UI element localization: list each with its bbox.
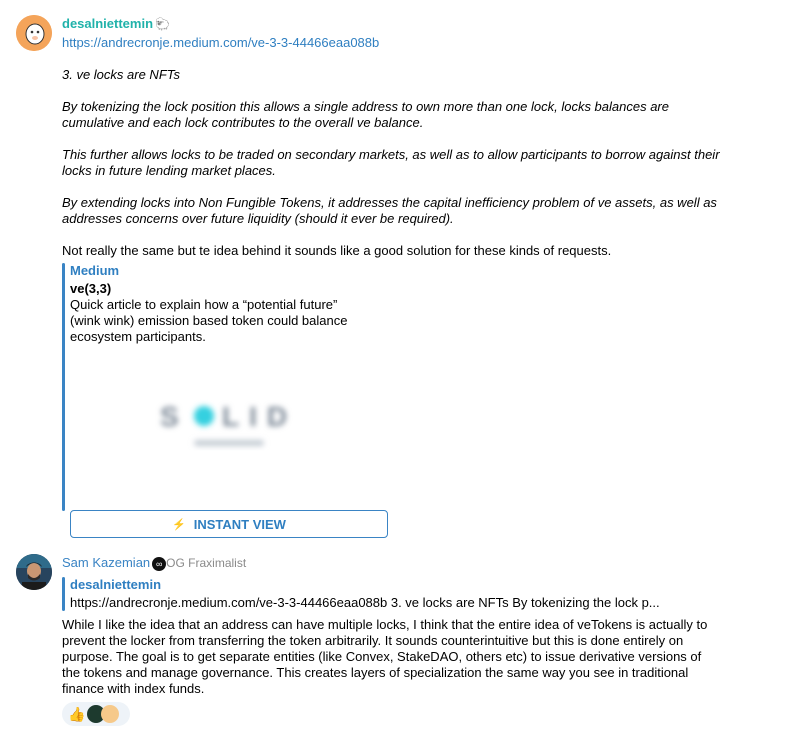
message-link[interactable]: https://andrecronje.medium.com/ve-3-3-44466eaa088b: [62, 35, 380, 50]
thumbs-up-icon: 👍: [68, 705, 86, 722]
lightning-icon: ⚡: [172, 518, 186, 531]
instant-view-button[interactable]: [70, 510, 388, 538]
message-paragraph: By extending locks into Non Fungible Tokens, it addresses the capital inefficiency problem of ve assets, as well as addresses concerns over future liquidity (should it ever be required).: [62, 195, 717, 226]
avatar[interactable]: [16, 554, 52, 590]
reply-preview-text[interactable]: https://andrecronje.medium.com/ve-3-3-44466eaa088b 3. ve locks are NFTs By tokenizing the lock p...: [70, 595, 660, 610]
avatar[interactable]: [16, 15, 52, 51]
message-paragraph: 3. ve locks are NFTs: [62, 67, 181, 82]
reactor-avatar: [101, 705, 119, 723]
message-comment: Not really the same but te idea behind it sounds like a good solution for these kinds of requests.: [62, 243, 612, 258]
reply-author[interactable]: desalniettemin: [70, 577, 162, 592]
link-preview-bar: [62, 263, 65, 511]
sender-name[interactable]: [62, 555, 246, 571]
svg-text:S: S: [160, 401, 189, 432]
link-preview-image[interactable]: [150, 390, 310, 460]
reply-bar: [62, 577, 65, 611]
sender-name-text: desalniettemin: [62, 16, 154, 31]
message-paragraph: This further allows locks to be traded on secondary markets, as well as to allow participants to borrow against their locks in future lending market places.: [62, 147, 720, 178]
sender-name-text: Sam Kazemian: [62, 555, 151, 570]
infinity-badge-icon: ∞: [152, 557, 166, 571]
instant-view-label: INSTANT VIEW: [193, 516, 286, 532]
sheep-avatar-icon: [16, 15, 52, 51]
link-preview-site[interactable]: Medium: [70, 263, 120, 278]
reaction-chip[interactable]: [62, 702, 130, 726]
sender-name[interactable]: [62, 16, 170, 31]
link-preview-title: ve(3,3): [70, 281, 112, 296]
message-paragraph: By tokenizing the lock position this allows a single address to own more than one lock, locks balances are cumulative and each lock contributes to the overall ve balance.: [62, 99, 669, 130]
message-body: While I like the idea that an address can have multiple locks, I think that the entire idea of veTokens is actually to prevent the locker from transferring the token arbitrarily. It sounds counterintuitive but this is done entirely on purpose. The goal is to get separate entities (like Convex, StakeDAO, others etc) to issue derivative versions of the tokens and manage governance. This creates layers of specialization the same way you see in traditional finance with index funds.: [62, 617, 708, 696]
svg-text:LID: LID: [222, 401, 298, 432]
sheep-icon: 🐑: [155, 17, 170, 31]
user-avatar-icon: [16, 554, 52, 590]
link-preview-description: Quick article to explain how a “potential future” (wink wink) emission based token could balance ecosystem participants.: [70, 297, 348, 344]
sender-badge: OG Fraximalist: [166, 556, 247, 570]
